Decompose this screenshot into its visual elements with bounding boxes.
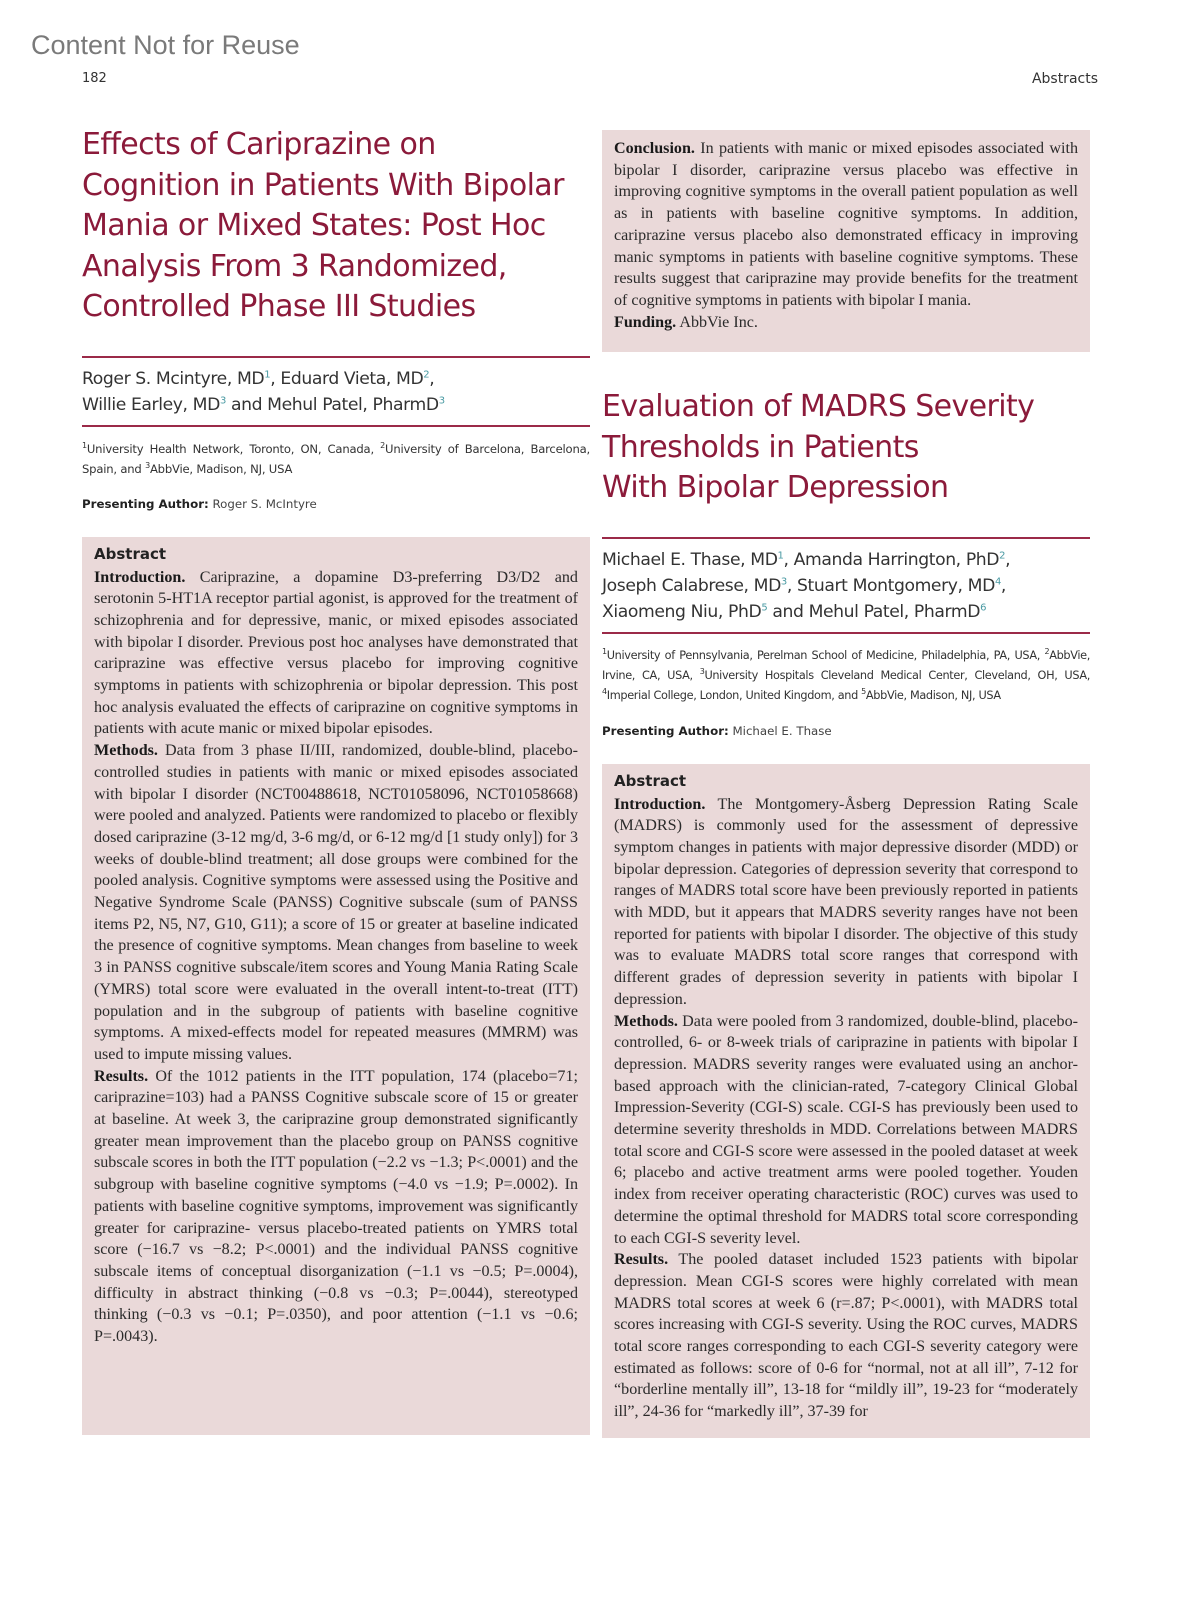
section-text: Of the 1012 patients in the ITT population, 174 (placebo=71; cariprazine=103) had a PANSS Cognitive subscale score of 15 or greater at baseline. At week 3, the cariprazine group demonstrated significantly greater mean improvement than the placebo group on PANSS cognitive subscale scores in both the ITT population (−2.2 vs −1.3; P<.0001) and the subgroup with baseline cognitive symptoms (−4.0 vs −1.9; P=.0002). In patients with baseline cognitive symptoms, improvement was significantly greater for cariprazine- versus placebo-treated patients on YMRS total score (−16.7 vs −8.2; P<.0001) and the individual PANSS cognitive subscale items of conceptual disorganization (−1.1 vs −0.5; P=.0004), difficulty in abstract thinking (−0.8 vs −0.3; P=.0044), stereotyped thinking (−0.3 vs −0.1; P=.0350), and poor attention (−1.1 vs −0.6; P=.0043).: [94, 1067, 578, 1346]
affiliation: University Hospitals Cleveland Medical Center, Cleveland, OH, USA,: [704, 668, 1091, 682]
affiliation-marker: 2: [999, 549, 1006, 561]
presenting-author-label: Presenting Author:: [602, 723, 729, 738]
author: Stuart Montgomery, MD: [797, 575, 995, 596]
section-text: The pooled dataset included 1523 patients with bipolar depression. Mean CGI-S scores were highly correlated with mean MADRS total scores at week 6 (r=.87; P<.0001), with MADRS total scores increasing with CGI-S severity. Using the ROC curves, MADRS total score ranges corresponding to each CGI-S severity category were estimated as follows: score of 0-6 for “normal, not at all ill”, 7-12 for “borderline mentally ill”, 13-18 for “mildly ill”, 19-23 for “moderately ill”, 24-36 for “markedly ill”, 37-39 for: [614, 1251, 1078, 1421]
article-1-abstract-continued: [602, 130, 1090, 352]
section-text: In patients with manic or mixed episodes associated with bipolar I disorder, cariprazine versus placebo was effective in improving cognitive symptoms in the overall patient population as well as in patients with baseline cognitive symptoms. In addition, cariprazine versus placebo also demonstrated efficacy in improving manic symptoms in patients with baseline cognitive symptoms. These results suggest that cariprazine may provide benefits for the treatment of cognitive symptoms in patients with bipolar I mania.: [614, 140, 1079, 309]
article-2-affiliations: [602, 646, 1090, 706]
affiliation-marker: 5: [761, 601, 768, 613]
affiliation: University of Pennsylvania, Perelman School of Medicine, Philadelphia, PA, USA,: [606, 648, 1045, 662]
affiliation-marker: 4: [602, 686, 607, 696]
article-2-title: [602, 387, 1090, 509]
section-label: Introduction.: [94, 568, 186, 586]
affiliation-marker: 3: [699, 666, 705, 676]
abstract-introduction: [94, 567, 578, 741]
title-line: Controlled Phase III Studies: [82, 289, 476, 324]
title-line: Thresholds in Patients: [602, 429, 919, 465]
author: Michael E. Thase, MD: [602, 549, 778, 570]
title-line: Evaluation of MADRS Severity: [602, 389, 1035, 424]
author-separator: and: [767, 601, 809, 622]
abstract-heading: Abstract: [614, 771, 687, 790]
section-label: Conclusion.: [614, 140, 695, 157]
author: Willie Earley, MD: [82, 394, 220, 415]
affiliation-marker: 5: [861, 686, 866, 696]
author-separator: ,: [1005, 549, 1011, 570]
presenting-author-label: Presenting Author:: [82, 496, 209, 511]
section-label: Results.: [94, 1067, 149, 1085]
section-label: Results.: [614, 1251, 669, 1269]
article-1-presenting-author: [82, 497, 590, 511]
article-2-presenting-author: [602, 724, 1090, 738]
affiliation-marker: 3: [780, 575, 787, 587]
affiliation: University Health Network, Toronto, ON, Canada,: [86, 441, 381, 456]
title-line: Mania or Mixed States: Post Hoc: [82, 208, 546, 243]
abstract-introduction: [614, 794, 1078, 1011]
abstract-funding: [614, 312, 1078, 334]
article-1: [82, 125, 590, 1435]
divider: [602, 632, 1090, 634]
affiliation-marker: 3: [219, 394, 226, 406]
article-1-abstract: [82, 537, 590, 1435]
author-separator: ,: [1000, 575, 1006, 596]
section-label: Methods.: [94, 742, 158, 760]
author: Eduard Vieta, MD: [280, 368, 424, 389]
article-2-authors: [602, 539, 1090, 632]
title-line: With Bipolar Depression: [602, 470, 949, 505]
affiliation-marker: 3: [145, 460, 150, 470]
title-line: Cognition in Patients With Bipolar: [82, 167, 564, 203]
section-text: Cariprazine, a dopamine D3-preferring D3/D2 and serotonin 5-HT1A receptor partial agonist, is approved for the treatment of schizophrenia and for depressive, manic, or mixed episodes associated with bipolar I disorder. Previous post hoc analyses have demonstrated that cariprazine was effective versus placebo for improving cognitive symptoms in patients with schizophrenia or bipolar depression. This post hoc analysis evaluated the effects of cariprazine on cognitive symptoms in patients with acute manic or mixed bipolar episodes.: [94, 568, 578, 738]
title-line: Analysis From 3 Randomized,: [82, 248, 507, 284]
affiliation: University of Barcelona, Barcelona, Spain, and: [82, 441, 590, 476]
affiliation-marker: 3: [438, 394, 445, 406]
abstract-results: [94, 1066, 578, 1348]
affiliation-marker: 4: [994, 575, 1001, 587]
affiliation-marker: 1: [264, 368, 271, 380]
author: Xiaomeng Niu, PhD: [602, 601, 762, 622]
author: Amanda Harrington, PhD: [793, 549, 1000, 570]
section-text: Data were pooled from 3 randomized, double-blind, placebo-controlled, 6- or 8-week trials of cariprazine in patients with bipolar I depression. MADRS severity ranges were evaluated using an anchor-based approach with the clinician-rated, 7-category Clinical Global Impression-Severity (CGI-S) scale. CGI-S has previously been used to determine severity thresholds in MDD. Correlations between MADRS total score and CGI-S score were assessed in the pooled dataset at week 6; placebo and active treatment arms were pooled together. Youden index from receiver operating characteristic (ROC) curves was used to determine the optimal threshold for MADRS total score corresponding to each CGI-S severity level.: [614, 1012, 1078, 1247]
abstract-heading: Abstract: [94, 544, 167, 563]
section-label: Methods.: [614, 1012, 678, 1030]
author-separator: ,: [783, 549, 794, 570]
right-column: [602, 130, 1090, 1438]
author: Joseph Calabrese, MD: [602, 575, 781, 596]
article-1-title: [82, 125, 590, 328]
affiliation-marker: 1: [777, 549, 784, 561]
author: Roger S. Mcintyre, MD: [82, 368, 265, 389]
affiliation: AbbVie, Madison, NJ, USA: [149, 461, 293, 476]
presenting-author-name: Roger S. McIntyre: [212, 496, 317, 511]
page-number: 182: [82, 71, 107, 86]
running-head: Abstracts: [1031, 71, 1098, 87]
abstract-results: [614, 1249, 1078, 1423]
affiliation-marker: 2: [1044, 646, 1050, 656]
affiliation-marker: 1: [82, 440, 87, 450]
abstract-conclusion: [614, 138, 1078, 312]
affiliation-marker: 2: [423, 368, 430, 380]
section-label: Introduction.: [614, 795, 706, 813]
section-text: AbbVie Inc.: [679, 313, 758, 331]
author-separator: and: [225, 394, 268, 415]
author-separator: ,: [270, 368, 281, 389]
section-label: Funding.: [614, 313, 677, 331]
article-1-authors: [82, 358, 590, 425]
abstract-methods: [94, 740, 578, 1066]
affiliation: AbbVie, Madison, NJ, USA: [865, 688, 1001, 702]
affiliation-marker: 6: [980, 601, 987, 613]
article-1-affiliations: [82, 439, 590, 479]
author: Mehul Patel, PharmD: [267, 394, 439, 415]
divider: [82, 425, 590, 427]
author-separator: ,: [429, 368, 435, 389]
section-text: Data from 3 phase II/III, randomized, double-blind, placebo-controlled studies in patients with manic or mixed episodes associated with bipolar I disorder (NCT00488618, NCT01058096, NCT01058668) were pooled and analyzed. Patients were randomized to placebo or flexibly dosed cariprazine (3-12 mg/d, 3-6 mg/d, or 6-12 mg/d [1 study only]) for 3 weeks of double-blind treatment; all dose groups were combined for the pooled analysis. Cognitive symptoms were assessed using the Positive and Negative Syndrome Scale (PANSS) Cognitive subscale (sum of PANSS items P2, N5, N7, G10, G11); a score of 15 or greater at baseline indicated the presence of cognitive symptoms. Mean changes from baseline to week 3 in PANSS cognitive subscale/item scores and Young Mania Rating Scale (YMRS) total score were evaluated in the overall intent-to-treat (ITT) population and in the subgroup of patients with baseline cognitive symptoms. A mixed-effects model for repeated measures (MMRM) was used to impute missing values.: [94, 742, 578, 1063]
affiliation: AbbVie, Irvine, CA, USA,: [602, 648, 1090, 682]
presenting-author-name: Michael E. Thase: [732, 723, 832, 738]
title-line: Effects of Cariprazine on: [82, 127, 436, 162]
affiliation-marker: 1: [602, 646, 607, 656]
watermark: Content Not for Reuse: [31, 30, 300, 60]
section-text: The Montgomery-Åsberg Depression Rating Scale (MADRS) is commonly used for the assessment of depressive symptom changes in patients with major depressive disorder (MDD) or bipolar depression. Categories of depression severity that correspond to ranges of MADRS total score have been previously reported in patients with MDD, but it appears that MADRS severity ranges have not been reported for patients with bipolar I disorder. The objective of this study was to evaluate MADRS total score ranges that correspond with different grades of depression severity in patients with bipolar I depression.: [614, 795, 1079, 1008]
article-2-abstract: [602, 764, 1090, 1438]
author-separator: ,: [786, 575, 798, 596]
abstract-methods: [614, 1011, 1078, 1250]
author: Mehul Patel, PharmD: [808, 601, 981, 622]
affiliation: Imperial College, London, United Kingdom, and: [606, 688, 862, 702]
affiliation-marker: 2: [380, 440, 386, 450]
